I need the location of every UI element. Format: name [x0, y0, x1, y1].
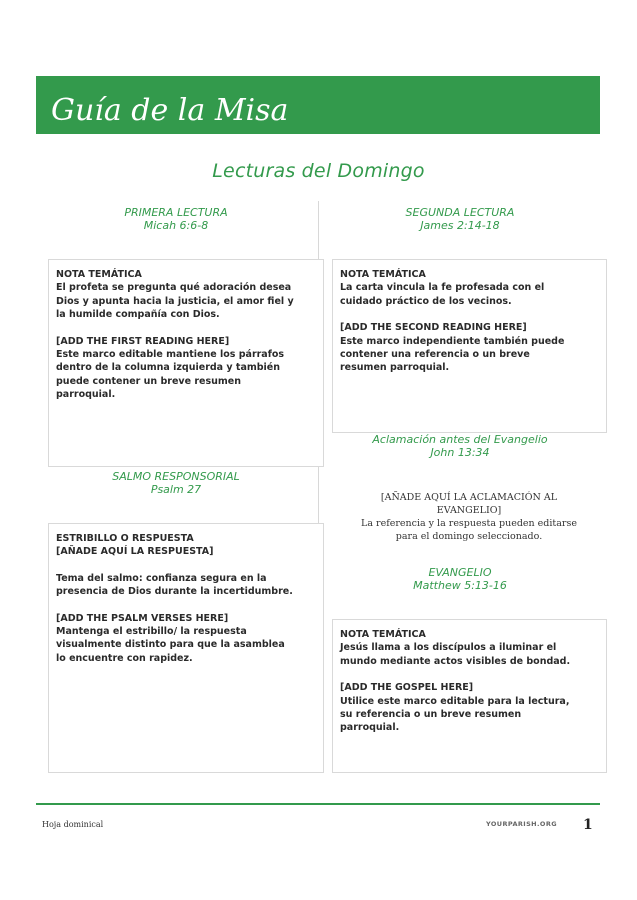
- body-line: parroquial.: [56, 389, 116, 401]
- gospel-label: EVANGELIO: [428, 566, 492, 579]
- second-reading-frame[interactable]: [332, 259, 607, 433]
- gospel-frame[interactable]: [332, 619, 607, 773]
- body-line: parroquial.: [340, 722, 400, 734]
- body-line: Este marco editable mantiene los párrafos: [56, 349, 285, 361]
- note-line: la humilde compañía con Dios.: [56, 309, 220, 321]
- body-line: visualmente distinto para que la asamblea: [56, 639, 285, 651]
- psalm-ref: Psalm 27: [150, 483, 202, 496]
- gospel-ref: Matthew 5:13-16: [413, 579, 507, 592]
- footer-website: YOURPARISH.ORG: [486, 820, 557, 828]
- body-line: Utilice este marco editable para la lectura,: [340, 695, 570, 707]
- footer-rule: [36, 803, 600, 805]
- refrain-label: ESTRIBILLO O RESPUESTA: [56, 533, 194, 544]
- gospel-heading: [332, 566, 588, 592]
- note-line: La carta vincula la fe profesada con el: [340, 282, 545, 294]
- theme-line: presencia de Dios durante la incertidumbre.: [56, 586, 293, 598]
- body-line: dentro de la columna izquierda y también: [56, 362, 281, 374]
- body-line: Mantenga el estribillo/ la respuesta: [56, 626, 247, 638]
- psalm-placeholder[interactable]: [ADD THE PSALM VERSES HERE]: [56, 612, 229, 624]
- document-title: Guía de la Misa: [51, 93, 289, 128]
- first-reading-heading: [48, 206, 304, 232]
- acclamation-line: EVANGELIO]: [436, 505, 502, 516]
- note-line: El profeta se pregunta qué adoración desea: [56, 282, 292, 294]
- psalm-heading: [48, 470, 304, 496]
- page-title: Lecturas del Domingo: [212, 160, 425, 182]
- note-label: NOTA TEMÁTICA: [340, 629, 426, 640]
- note-line: mundo mediante actos visibles de bondad.: [340, 655, 571, 667]
- note-line: cuidado práctico de los vecinos.: [340, 295, 512, 307]
- first-reading-frame[interactable]: [48, 259, 324, 467]
- acclamation-line: La referencia y la respuesta pueden editarse: [361, 518, 577, 529]
- acclamation-line: para el domingo seleccionado.: [395, 531, 543, 542]
- body-line: resumen parroquial.: [340, 362, 450, 374]
- refrain-placeholder[interactable]: [AÑADE AQUÍ LA RESPUESTA]: [56, 546, 214, 558]
- psalm-frame[interactable]: [48, 523, 324, 773]
- first-reading-ref: Micah 6:6-8: [143, 219, 209, 232]
- acclamation-heading: [332, 433, 588, 459]
- page-number: 1: [583, 817, 593, 833]
- body-line: Este marco independiente también puede: [340, 335, 565, 347]
- body-line: su referencia o un breve resumen: [340, 709, 522, 721]
- second-reading-label: SEGUNDA LECTURA: [405, 206, 515, 219]
- header-banner: [36, 76, 600, 134]
- note-label: NOTA TEMÁTICA: [340, 269, 426, 280]
- body-line: lo encuentre con rapidez.: [56, 652, 193, 664]
- body-line: puede contener un breve resumen: [56, 375, 242, 387]
- gospel-placeholder[interactable]: [ADD THE GOSPEL HERE]: [340, 682, 474, 694]
- note-label: NOTA TEMÁTICA: [56, 269, 142, 280]
- note-line: Jesús llama a los discípulos a iluminar el: [340, 642, 557, 654]
- second-reading-ref: James 2:14-18: [420, 219, 500, 232]
- first-reading-label: PRIMERA LECTURA: [124, 206, 228, 219]
- reading-placeholder[interactable]: [ADD THE SECOND READING HERE]: [340, 322, 527, 334]
- footer-label: Hoja dominical: [42, 820, 104, 829]
- acclamation-label: Aclamación antes del Evangelio: [372, 433, 548, 446]
- acclamation-ref: John 13:34: [430, 446, 490, 459]
- psalm-label: SALMO RESPONSORIAL: [112, 470, 240, 483]
- acclamation-line: [AÑADE AQUÍ LA ACLAMACIÓN AL: [380, 492, 558, 503]
- note-line: Dios y apunta hacia la justicia, el amor fiel y: [56, 295, 294, 307]
- acclamation-text[interactable]: [355, 491, 583, 543]
- reading-placeholder[interactable]: [ADD THE FIRST READING HERE]: [56, 335, 230, 347]
- theme-line: Tema del salmo: confianza segura en la: [56, 572, 267, 584]
- second-reading-heading: [332, 206, 588, 232]
- body-line: contener una referencia o un breve: [340, 349, 530, 361]
